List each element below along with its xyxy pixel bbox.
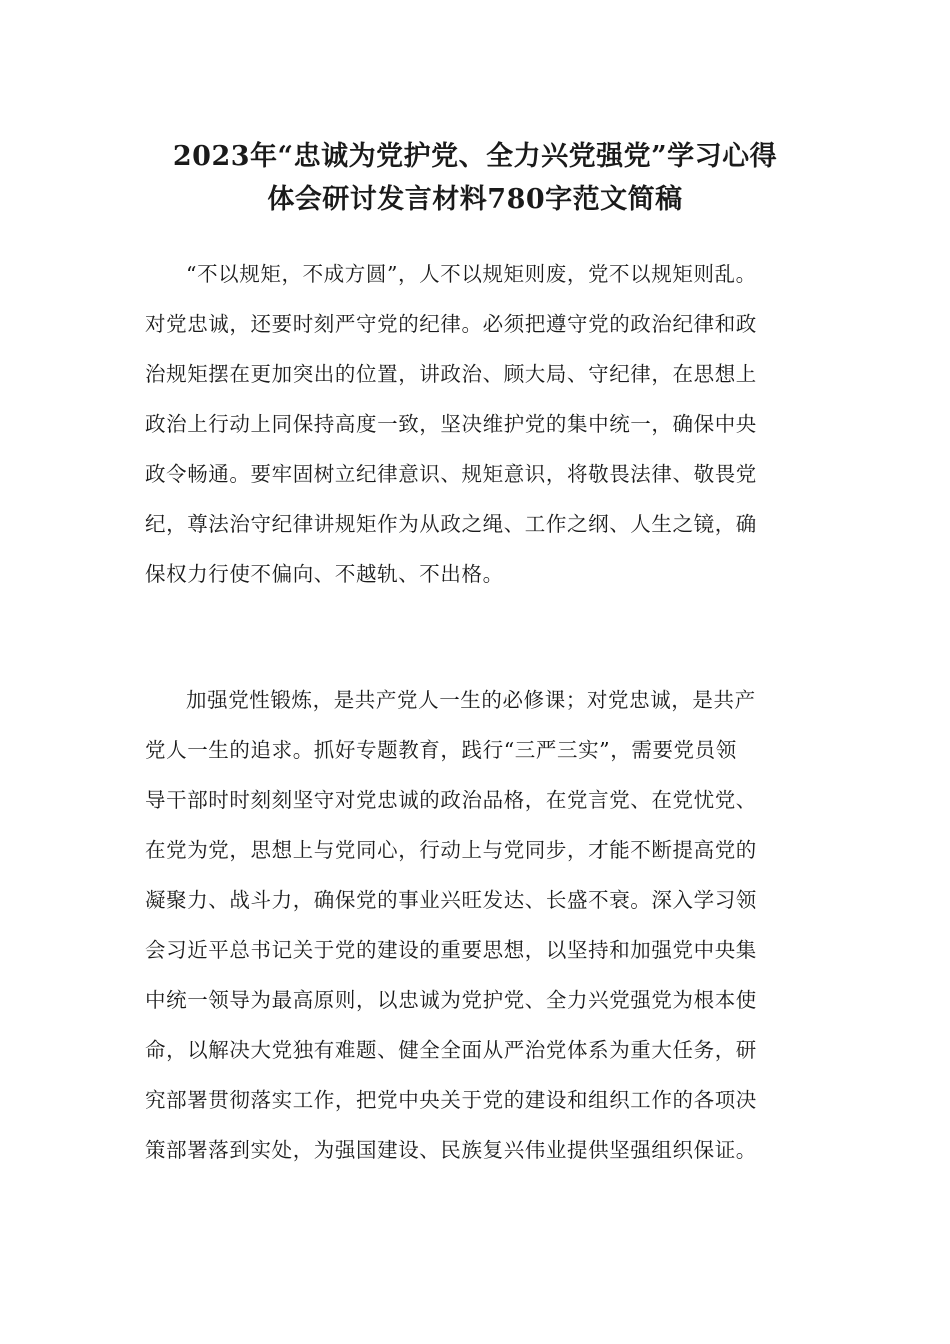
paragraph-line: 党人一生的追求。抓好专题教育，践行“三严三实”，需要党员领 [145,738,737,762]
paragraph-line: “不以规矩，不成方圆”，人不以规矩则废，党不以规矩则乱。 [186,262,757,286]
paragraph-line: 政令畅通。要牢固树立纪律意识、规矩意识，将敬畏法律、敬畏党 [145,462,757,486]
paragraph-line: 保权力行使不偏向、不越轨、不出格。 [145,562,504,586]
paragraph-line: 对党忠诚，还要时刻严守党的纪律。必须把遵守党的政治纪律和政 [145,312,757,336]
paragraph-line: 治规矩摆在更加突出的位置，讲政治、顾大局、守纪律，在思想上 [145,362,757,386]
paragraph-line: 命，以解决大党独有难题、健全全面从严治党体系为重大任务，研 [145,1038,757,1062]
paragraph-line: 加强党性锻炼，是共产党人一生的必修课；对党忠诚，是共产 [186,688,756,712]
paragraph-line: 策部署落到实处，为强国建设、民族复兴伟业提供坚强组织保证。 [145,1138,757,1162]
paragraph-line: 纪，尊法治守纪律讲规矩作为从政之绳、工作之纲、人生之镜，确 [145,512,757,536]
title-line-1: 2023年“忠诚为党护党、全力兴党强党”学习心得 [172,141,778,172]
paragraph-line: 政治上行动上同保持高度一致，坚决维护党的集中统一，确保中央 [145,412,757,436]
paragraph-line: 在党为党，思想上与党同心，行动上与党同步，才能不断提高党的 [145,838,757,862]
paragraph-line: 中统一领导为最高原则，以忠诚为党护党、全力兴党强党为根本使 [145,988,757,1012]
paragraph-line: 会习近平总书记关于党的建设的重要思想，以坚持和加强党中央集 [145,938,757,962]
title-line-2: 体会研讨发言材料780字范文简稿 [267,184,683,215]
paragraph-line: 究部署贯彻落实工作，把党中央关于党的建设和组织工作的各项决 [145,1088,757,1112]
paragraph-line: 导干部时时刻刻坚守对党忠诚的政治品格，在党言党、在党忧党、 [145,788,757,812]
paragraph-line: 凝聚力、战斗力，确保党的事业兴旺发达、长盛不衰。深入学习领 [145,888,757,912]
